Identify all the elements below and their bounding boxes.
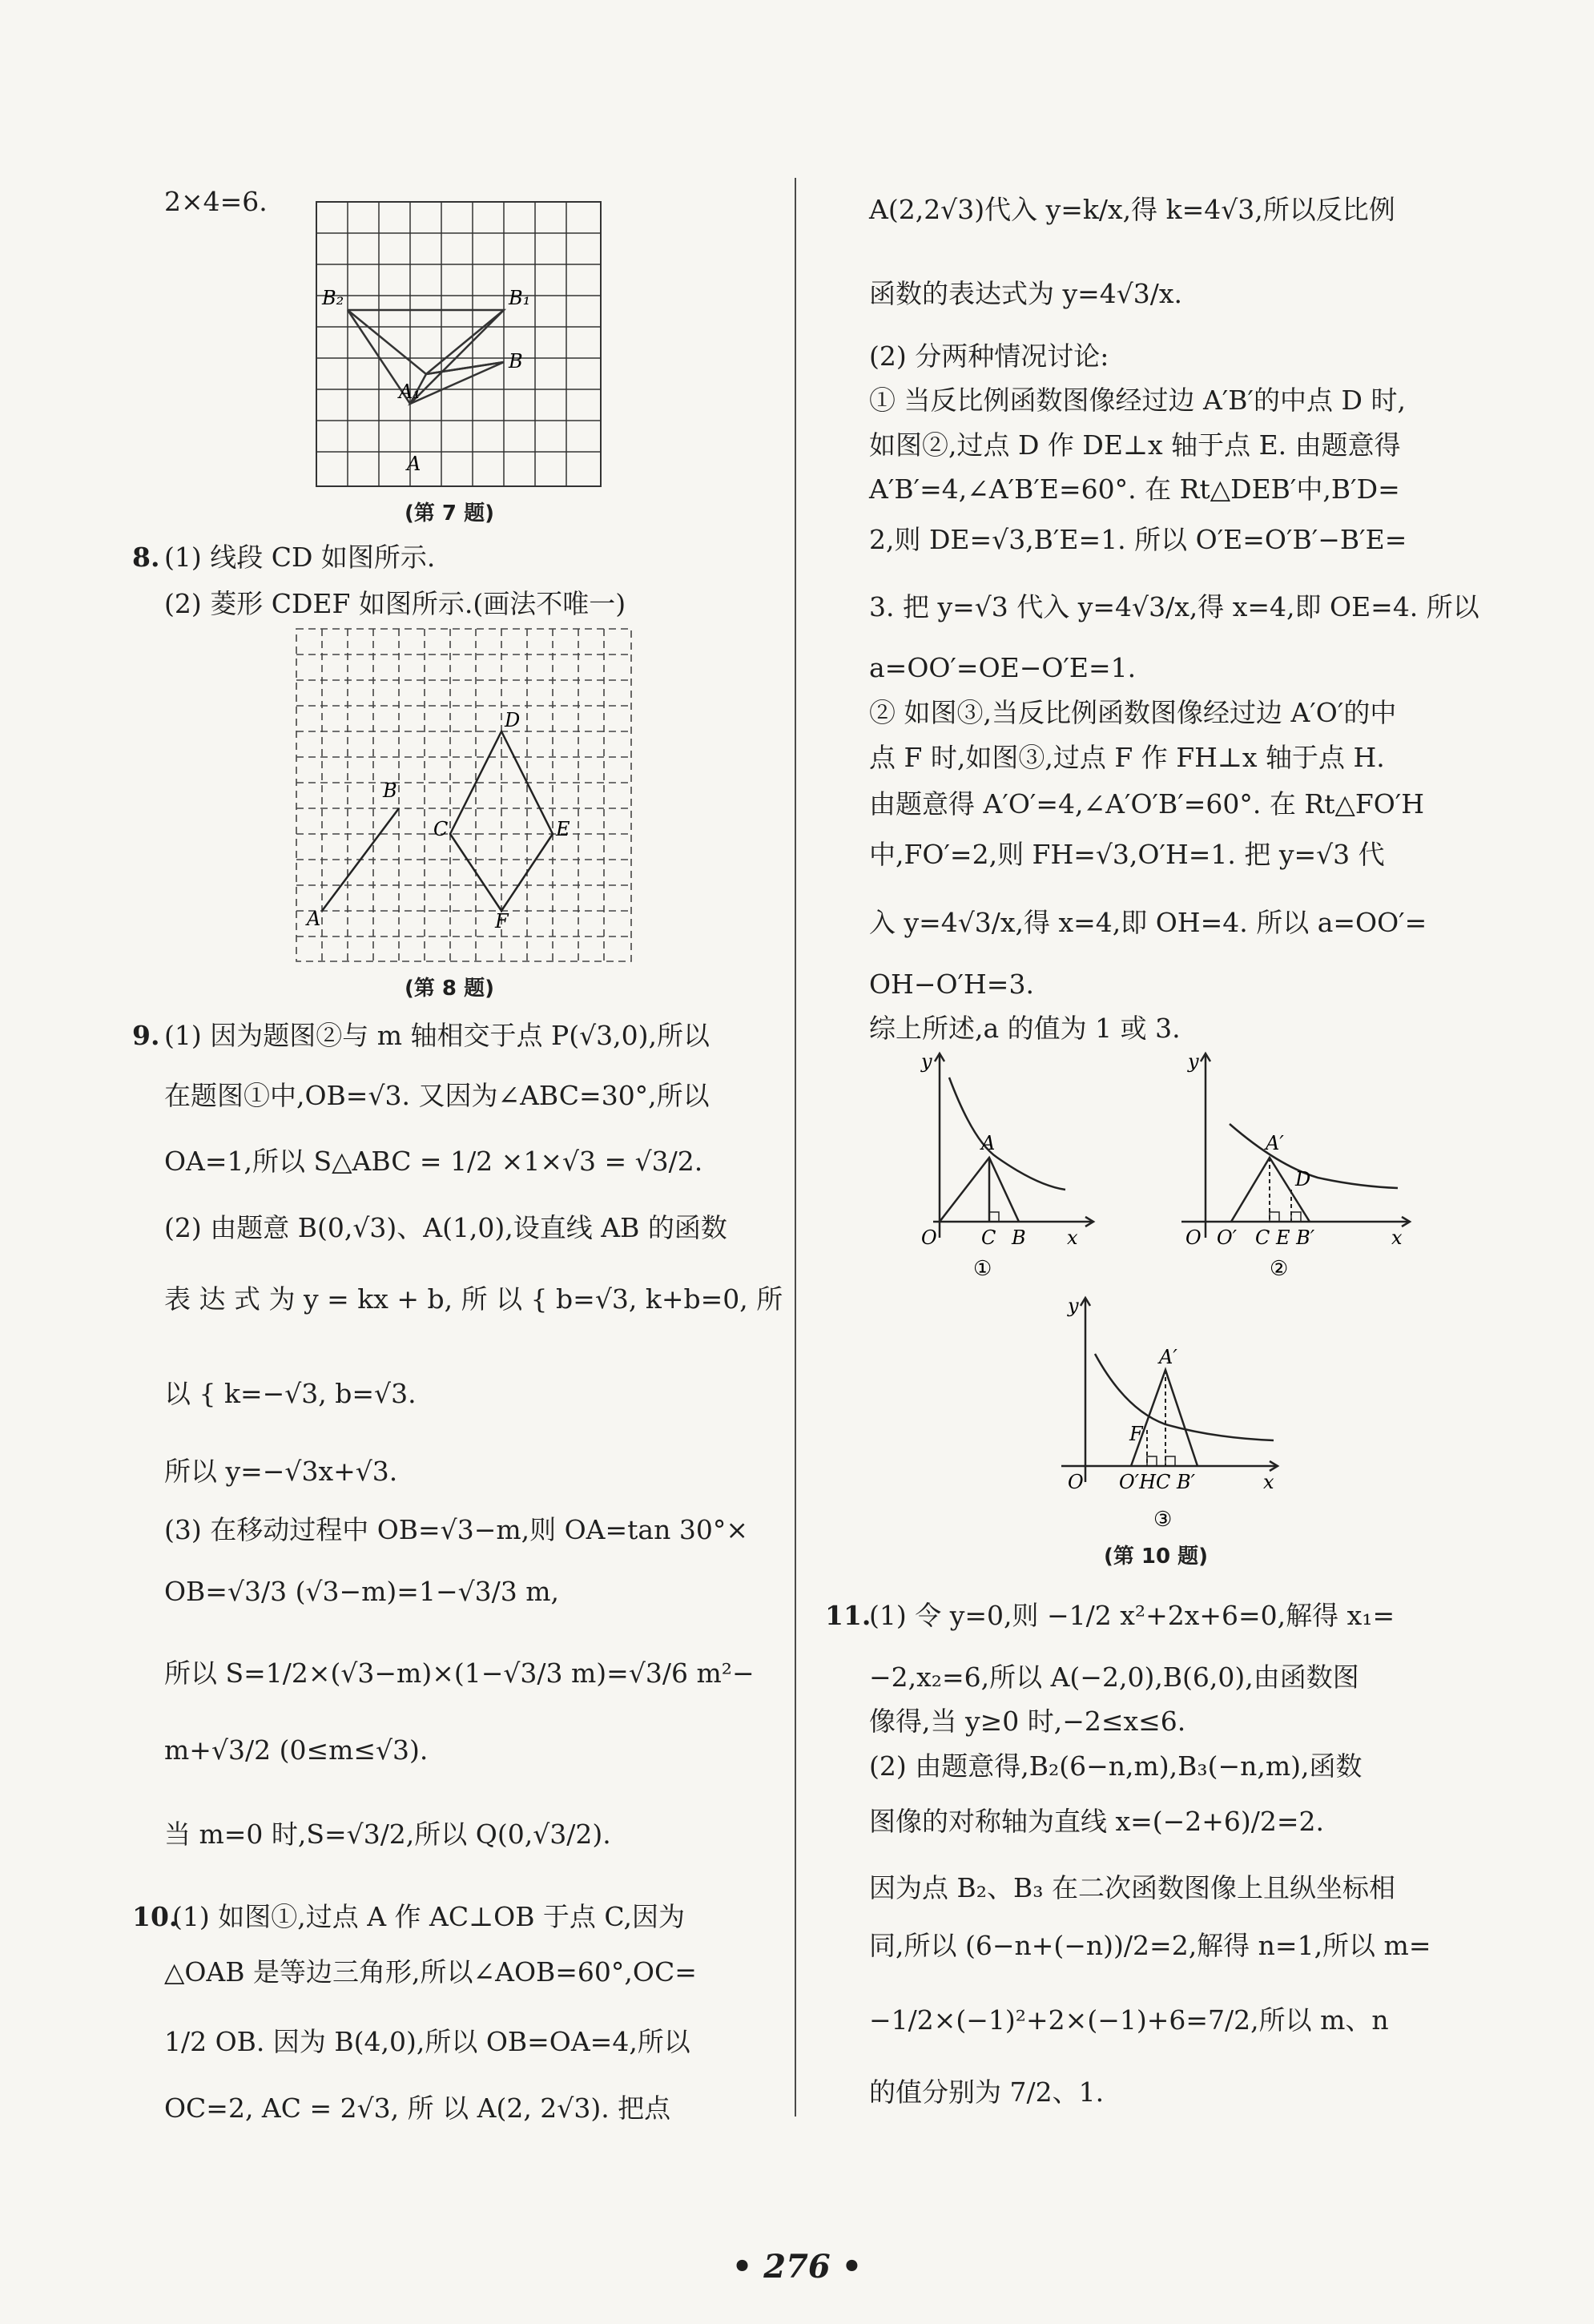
fig10b-y: y: [1188, 1050, 1199, 1073]
q9-line-7: 所以 y=−√3x+√3.: [164, 1456, 398, 1487]
fig10c-y: y: [1068, 1295, 1079, 1317]
fig7-label-b2: B₂: [322, 287, 344, 309]
q8-line-2: (2) 菱形 CDEF 如图所示.(画法不唯一): [164, 588, 626, 619]
left-line-1: 2×4=6.: [164, 186, 268, 217]
q11-number: 11.: [825, 1600, 871, 1631]
q9-line-4: (2) 由题意 B(0,√3)、A(1,0),设直线 AB 的函数: [164, 1212, 727, 1243]
fig10a-a: A: [981, 1132, 996, 1154]
q9-line-6: 以 { k=−√3, b=√3.: [164, 1378, 417, 1409]
figure-8-grid: [292, 625, 637, 969]
r-line-10: ② 如图③,当反比例函数图像经过边 A′O′的中: [869, 697, 1397, 728]
q9-line-10: 所以 S=1/2×(√3−m)×(1−√3/3 m)=√3/6 m²−: [164, 1657, 755, 1689]
q11-line-5: 图像的对称轴为直线 x=(−2+6)/2=2.: [869, 1806, 1325, 1837]
page-number: • 276 •: [731, 2248, 863, 2286]
r-line-1: A(2,2√3)代入 y=k/x,得 k=4√3,所以反比例: [869, 194, 1395, 225]
figure-10-caption: (第 10 题): [1104, 1545, 1209, 1569]
fig10b-d: D: [1295, 1168, 1311, 1190]
q11-line-3: 像得,当 y≥0 时,−2≤x≤6.: [869, 1706, 1186, 1737]
fig7-label-a1: A₁: [399, 381, 421, 403]
q9-line-2: 在题图①中,OB=√3. 又因为∠ABC=30°,所以: [164, 1080, 710, 1111]
r-line-13: 中,FO′=2,则 FH=√3,O′H=1. 把 y=√3 代: [869, 839, 1385, 870]
fig10c-o: O: [1068, 1471, 1084, 1493]
fig10a-b: B: [1012, 1226, 1026, 1249]
fig10a-c: C: [981, 1226, 996, 1249]
q9-line-11: m+√3/2 (0≤m≤√3).: [164, 1734, 429, 1766]
fig8-label-c: C: [433, 818, 449, 840]
fig10c-f: F: [1129, 1423, 1143, 1445]
q8-number: 8.: [132, 542, 160, 573]
r-line-16: 综上所述,a 的值为 1 或 3.: [869, 1013, 1181, 1044]
q9-number: 9.: [132, 1020, 160, 1051]
figure-7-caption: (第 7 题): [405, 501, 494, 526]
fig8-label-d: D: [505, 709, 521, 731]
r-line-6: A′B′=4,∠A′B′E=60°. 在 Rt△DEB′中,B′D=: [869, 473, 1400, 505]
fig8-label-a: A: [307, 908, 321, 930]
fig8-label-f: F: [495, 910, 509, 932]
figure-7-grid: [312, 198, 605, 494]
q9-line-3: OA=1,所以 S△ABC = 1/2 ×1×√3 = √3/2.: [164, 1146, 703, 1177]
r-line-4: ① 当反比例函数图像经过边 A′B′的中点 D 时,: [869, 385, 1406, 416]
q8-line-1: (1) 线段 CD 如图所示.: [164, 542, 436, 573]
figure-8-caption: (第 8 题): [405, 977, 494, 1001]
column-divider: [795, 178, 796, 2117]
fig10a-x: x: [1067, 1226, 1078, 1249]
fig10-circle-1: ①: [973, 1257, 992, 1281]
fig10a-y: y: [921, 1050, 932, 1073]
r-line-12: 由题意得 A′O′=4,∠A′O′B′=60°. 在 Rt△FO′H: [869, 788, 1425, 820]
q11-line-8: −1/2×(−1)²+2×(−1)+6=7/2,所以 m、n: [869, 2004, 1389, 2036]
figure-10-graph-3: [1053, 1290, 1294, 1538]
r-line-15: OH−O′H=3.: [869, 969, 1034, 1000]
figure-10-graph-1: [901, 1045, 1109, 1286]
fig10b-o: O: [1185, 1226, 1202, 1249]
fig10a-o: O: [921, 1226, 937, 1249]
fig10c-x: x: [1263, 1471, 1274, 1493]
fig7-label-a: A: [407, 453, 421, 475]
fig10b-o2: O′: [1217, 1226, 1238, 1249]
q11-line-9: 的值分别为 7/2、1.: [869, 2076, 1105, 2108]
fig10b-a: A′: [1266, 1132, 1284, 1154]
fig10c-a: A′: [1159, 1346, 1177, 1368]
fig10b-ceb: C E B′: [1255, 1226, 1315, 1249]
fig10-circle-3: ③: [1153, 1508, 1173, 1532]
q11-line-7: 同,所以 (6−n+(−n))/2=2,解得 n=1,所以 m=: [869, 1930, 1431, 1961]
q11-line-6: 因为点 B₂、B₃ 在二次函数图像上且纵坐标相: [869, 1872, 1395, 1903]
q9-line-9: OB=√3/3 (√3−m)=1−√3/3 m,: [164, 1576, 560, 1607]
fig7-label-b1: B₁: [509, 287, 531, 309]
q9-line-12: 当 m=0 时,S=√3/2,所以 Q(0,√3/2).: [164, 1819, 611, 1850]
r-line-14: 入 y=4√3/x,得 x=4,即 OH=4. 所以 a=OO′=: [869, 907, 1427, 938]
r-line-9: a=OO′=OE−O′E=1.: [869, 652, 1137, 683]
q11-line-1: (1) 令 y=0,则 −1/2 x²+2x+6=0,解得 x₁=: [869, 1600, 1395, 1631]
r-line-8: 3. 把 y=√3 代入 y=4√3/x,得 x=4,即 OE=4. 所以: [869, 591, 1479, 622]
q10-line-4: OC=2, AC = 2√3, 所 以 A(2, 2√3). 把点: [164, 2092, 671, 2124]
fig8-label-b: B: [383, 779, 397, 802]
q10-line-1: (1) 如图①,过点 A 作 AC⊥OB 于点 C,因为: [172, 1901, 685, 1932]
r-line-5: 如图②,过点 D 作 DE⊥x 轴于点 E. 由题意得: [869, 429, 1401, 461]
q9-line-8: (3) 在移动过程中 OB=√3−m,则 OA=tan 30°×: [164, 1514, 748, 1545]
page-number-value: 276: [763, 2248, 831, 2286]
q10-line-2: △OAB 是等边三角形,所以∠AOB=60°,OC=: [164, 1956, 697, 1988]
q11-line-2: −2,x₂=6,所以 A(−2,0),B(6,0),由函数图: [869, 1661, 1359, 1693]
fig8-label-e: E: [556, 818, 570, 840]
r-line-2: 函数的表达式为 y=4√3/x.: [869, 278, 1183, 309]
q10-number: 10.: [132, 1901, 179, 1932]
fig10c-ohcb: O′HC B′: [1119, 1471, 1196, 1493]
r-line-11: 点 F 时,如图③,过点 F 作 FH⊥x 轴于点 H.: [869, 742, 1385, 773]
r-line-7: 2,则 DE=√3,B′E=1. 所以 O′E=O′B′−B′E=: [869, 524, 1407, 555]
fig10b-x: x: [1391, 1226, 1403, 1249]
fig7-label-b: B: [509, 350, 523, 373]
q9-line-1: (1) 因为题图②与 m 轴相交于点 P(√3,0),所以: [164, 1020, 710, 1051]
fig10-circle-2: ②: [1270, 1257, 1289, 1281]
r-line-3: (2) 分两种情况讨论:: [869, 340, 1109, 372]
q10-line-3: 1/2 OB. 因为 B(4,0),所以 OB=OA=4,所以: [164, 2026, 690, 2057]
q11-line-4: (2) 由题意得,B₂(6−n,m),B₃(−n,m),函数: [869, 1750, 1363, 1782]
figure-10-graph-2: [1165, 1045, 1422, 1286]
q9-line-5: 表 达 式 为 y = kx + b, 所 以 { b=√3, k+b=0, 所: [164, 1283, 783, 1315]
